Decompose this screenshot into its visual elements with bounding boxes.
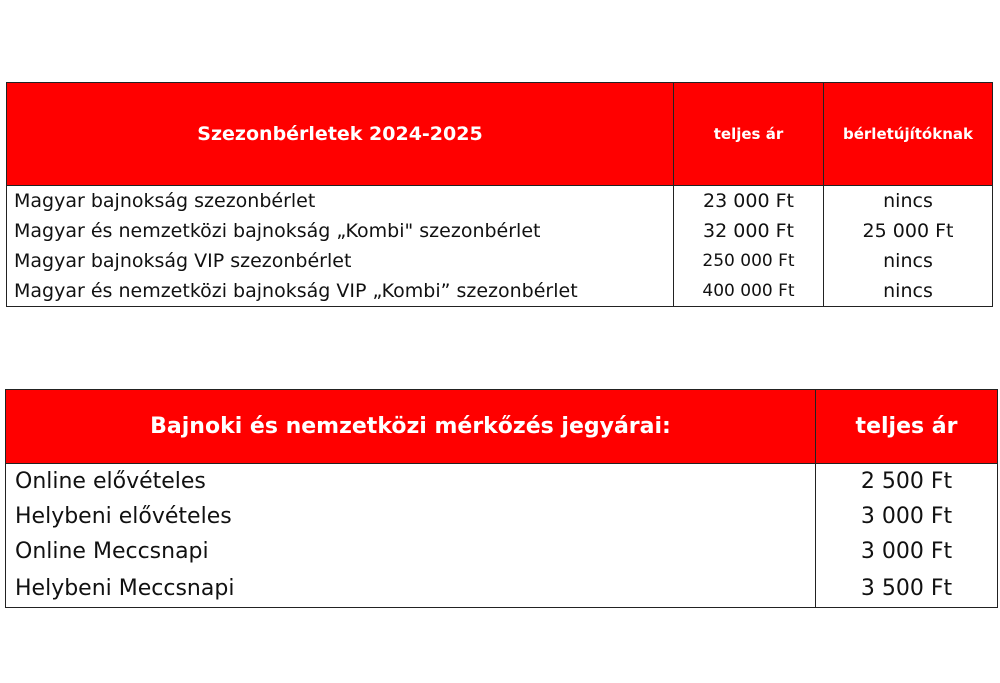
ticket-name: Magyar bajnokság szezonbérlet: [7, 186, 674, 217]
season-table-title: Szezonbérletek 2024-2025: [7, 83, 674, 186]
ticket-name: Magyar bajnokság VIP szezonbérlet: [7, 246, 674, 276]
season-ticket-table: [6, 82, 993, 307]
ticket-name: Online elővételes: [6, 464, 816, 500]
table-row: [6, 464, 998, 500]
table-row: [7, 246, 993, 276]
table-row: [6, 499, 998, 534]
match-full-price-header: teljes ár: [816, 390, 998, 464]
renewal-price-header: bérletújítóknak: [824, 83, 993, 186]
ticket-name: Magyar és nemzetközi bajnokság „Kombi" szezonbérlet: [7, 216, 674, 246]
full-price: 3 500 Ft: [816, 569, 998, 608]
ticket-name: Online Meccsnapi: [6, 534, 816, 569]
table-row: [6, 569, 998, 608]
table-row: [7, 186, 993, 217]
full-price: 3 000 Ft: [816, 499, 998, 534]
full-price: 2 500 Ft: [816, 464, 998, 500]
renewal-price: 25 000 Ft: [824, 216, 993, 246]
renewal-price: nincs: [824, 276, 993, 307]
season-table-header: [7, 83, 993, 186]
table-row: [6, 534, 998, 569]
full-price: 3 000 Ft: [816, 534, 998, 569]
full-price: 32 000 Ft: [674, 216, 824, 246]
full-price: 250 000 Ft: [674, 246, 824, 276]
match-table-header: [6, 390, 998, 464]
full-price: 23 000 Ft: [674, 186, 824, 217]
table-row: [7, 276, 993, 307]
ticket-name: Helybeni elővételes: [6, 499, 816, 534]
renewal-price: nincs: [824, 186, 993, 217]
match-ticket-table: [5, 389, 998, 608]
full-price-header: teljes ár: [674, 83, 824, 186]
table-row: [7, 216, 993, 246]
renewal-price: nincs: [824, 246, 993, 276]
ticket-name: Magyar és nemzetközi bajnokság VIP „Kombi” szezonbérlet: [7, 276, 674, 307]
full-price: 400 000 Ft: [674, 276, 824, 307]
match-table-title: Bajnoki és nemzetközi mérkőzés jegyárai:: [6, 390, 816, 464]
ticket-name: Helybeni Meccsnapi: [6, 569, 816, 608]
